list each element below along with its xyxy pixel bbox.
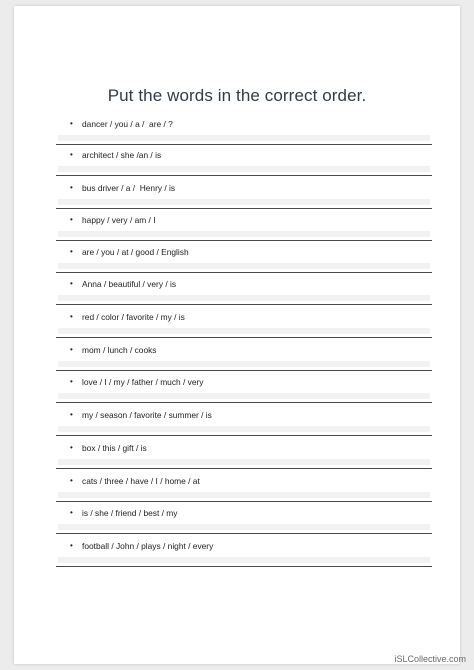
bullet-icon: • bbox=[70, 410, 73, 419]
answer-line[interactable] bbox=[56, 240, 432, 241]
shaded-strip bbox=[58, 557, 430, 563]
list-item bbox=[70, 246, 189, 258]
bullet-icon: • bbox=[70, 279, 73, 288]
list-item bbox=[70, 507, 178, 519]
list-item bbox=[70, 278, 177, 290]
answer-line[interactable] bbox=[56, 370, 432, 371]
list-item bbox=[70, 182, 176, 194]
answer-line[interactable] bbox=[56, 175, 432, 176]
shaded-strip bbox=[58, 328, 430, 334]
item-text: cats / three / have / I / home / at bbox=[82, 476, 200, 486]
bullet-icon: • bbox=[70, 345, 73, 354]
worksheet-title: Put the words in the correct order. bbox=[107, 86, 367, 105]
bullet-icon: • bbox=[70, 183, 73, 192]
bullet-icon: • bbox=[70, 312, 73, 321]
item-text: are / you / at / good / English bbox=[82, 247, 189, 257]
answer-line[interactable] bbox=[56, 144, 432, 145]
item-text: football / John / plays / night / every bbox=[82, 541, 214, 551]
answer-line[interactable] bbox=[56, 501, 432, 502]
bullet-icon: • bbox=[70, 377, 73, 386]
list-item bbox=[70, 376, 204, 388]
answer-line[interactable] bbox=[56, 533, 432, 534]
list-item bbox=[70, 540, 214, 552]
item-text: architect / she /an / is bbox=[82, 150, 162, 160]
answer-line[interactable] bbox=[56, 435, 432, 436]
shaded-strip bbox=[58, 524, 430, 530]
shaded-strip bbox=[58, 459, 430, 465]
item-text: my / season / favorite / summer / is bbox=[82, 410, 212, 420]
list-item bbox=[70, 442, 147, 454]
item-text: love / I / my / father / much / very bbox=[82, 377, 204, 387]
bullet-icon: • bbox=[70, 215, 73, 224]
bullet-icon: • bbox=[70, 476, 73, 485]
footer-watermark: iSLCollective.com bbox=[394, 654, 466, 664]
answer-line[interactable] bbox=[56, 304, 432, 305]
answer-line[interactable] bbox=[56, 566, 432, 567]
item-text: Anna / beautiful / very / is bbox=[82, 279, 177, 289]
answer-line[interactable] bbox=[56, 402, 432, 403]
shaded-strip bbox=[58, 199, 430, 205]
item-text: happy / very / am / I bbox=[82, 215, 156, 225]
list-item bbox=[70, 149, 162, 161]
item-text: is / she / friend / best / my bbox=[82, 508, 178, 518]
shaded-strip bbox=[58, 166, 430, 172]
list-item bbox=[70, 118, 173, 130]
answer-line[interactable] bbox=[56, 208, 432, 209]
bullet-icon: • bbox=[70, 541, 73, 550]
item-text: box / this / gift / is bbox=[82, 443, 147, 453]
list-item bbox=[70, 311, 185, 323]
worksheet-page bbox=[14, 6, 460, 664]
item-text: dancer / you / a / are / ? bbox=[82, 119, 173, 129]
bullet-icon: • bbox=[70, 443, 73, 452]
list-item bbox=[70, 409, 212, 421]
item-text: mom / lunch / cooks bbox=[82, 345, 157, 355]
item-text: bus driver / a / Henry / is bbox=[82, 183, 176, 193]
shaded-strip bbox=[58, 426, 430, 432]
bullet-icon: • bbox=[70, 247, 73, 256]
bullet-icon: • bbox=[70, 119, 73, 128]
list-item bbox=[70, 344, 157, 356]
shaded-strip bbox=[58, 231, 430, 237]
answer-line[interactable] bbox=[56, 272, 432, 273]
shaded-strip bbox=[58, 135, 430, 141]
list-item bbox=[70, 214, 156, 226]
shaded-strip bbox=[58, 263, 430, 269]
item-text: red / color / favorite / my / is bbox=[82, 312, 185, 322]
bullet-icon: • bbox=[70, 150, 73, 159]
bullet-icon: • bbox=[70, 508, 73, 517]
list-item bbox=[70, 475, 200, 487]
shaded-strip bbox=[58, 393, 430, 399]
shaded-strip bbox=[58, 492, 430, 498]
answer-line[interactable] bbox=[56, 337, 432, 338]
shaded-strip bbox=[58, 295, 430, 301]
answer-line[interactable] bbox=[56, 468, 432, 469]
shaded-strip bbox=[58, 361, 430, 367]
